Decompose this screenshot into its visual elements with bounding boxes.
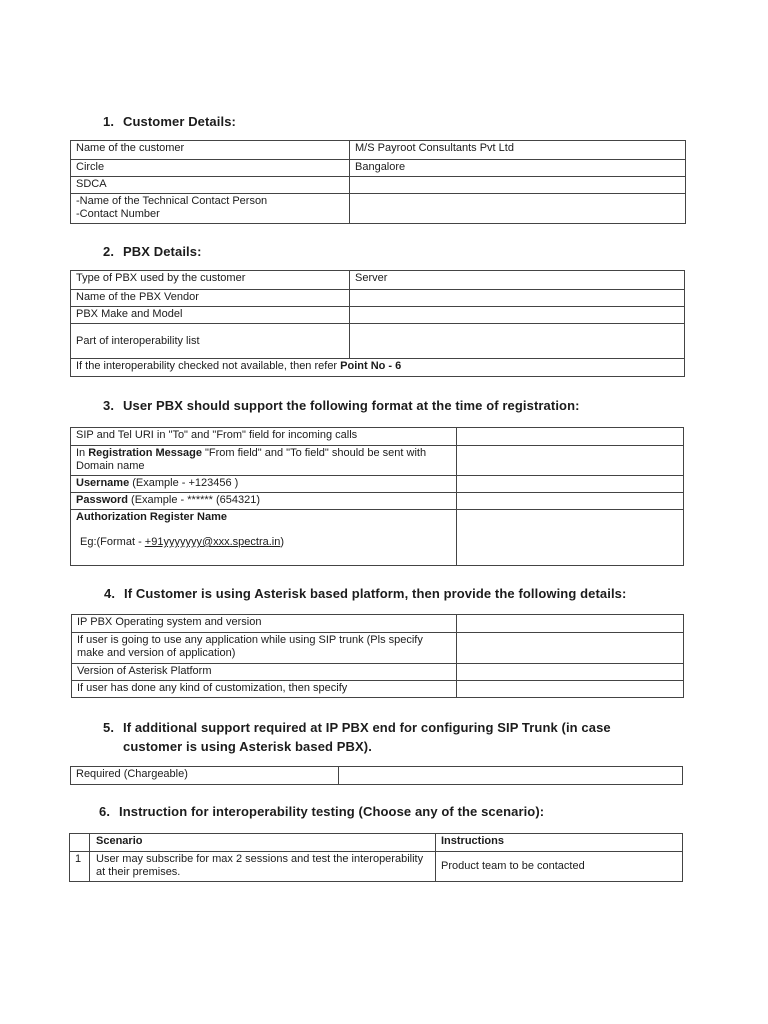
value-cell xyxy=(457,493,684,510)
header-cell-number xyxy=(70,834,90,852)
table-row xyxy=(71,428,684,446)
value-cell xyxy=(457,510,684,566)
table-row xyxy=(71,160,686,177)
header-cell-instructions: Instructions xyxy=(436,834,683,852)
table-row xyxy=(71,141,686,160)
label-cell xyxy=(71,446,457,476)
section-number: 6. xyxy=(99,804,111,819)
note-reference: Point No - 6 xyxy=(340,360,402,372)
value-cell xyxy=(350,307,685,324)
label-cell: Version of Asterisk Platform xyxy=(72,664,457,681)
example-text: Eg:(Format - xyxy=(80,536,145,548)
interoperability-testing-table xyxy=(69,833,683,882)
section-title: Instruction for interoperability testing (Choose any of the scenario): xyxy=(119,804,545,819)
value-cell xyxy=(457,476,684,493)
section-number: 1. xyxy=(103,114,115,129)
table-row xyxy=(71,493,684,510)
label-cell: Circle xyxy=(71,160,350,177)
section-4-heading xyxy=(104,586,626,601)
label-bold: Password xyxy=(76,494,128,506)
section-title: If Customer is using Asterisk based platform, then provide the following details: xyxy=(124,586,627,601)
instruction-cell: Product team to be contacted xyxy=(436,852,683,882)
value-cell: M/S Payroot Consultants Pvt Ltd xyxy=(350,141,686,160)
label-cell: Type of PBX used by the customer xyxy=(71,271,350,290)
value-cell xyxy=(350,177,686,194)
section-2-heading xyxy=(103,244,202,259)
example-link: +91yyyyyyy@xxx.spectra.in xyxy=(144,536,281,548)
value-cell xyxy=(350,324,685,359)
example-text: ) xyxy=(280,536,285,548)
table-row xyxy=(71,476,684,493)
label-cell: If user is going to use any application while using SIP trunk (Pls specify make and version of application) xyxy=(72,633,457,664)
value-cell xyxy=(457,633,684,664)
table-row xyxy=(71,324,685,359)
table-row xyxy=(71,177,686,194)
label-cell: IP PBX Operating system and version xyxy=(72,615,457,633)
scenario-cell: User may subscribe for max 2 sessions and test the interoperability at their premises. xyxy=(90,852,436,882)
value-cell xyxy=(457,446,684,476)
table-row xyxy=(71,446,684,476)
value-cell: Bangalore xyxy=(350,160,686,177)
table-row xyxy=(71,359,685,377)
table-row xyxy=(72,664,684,681)
section-title: If additional support required at IP PBX end for configuring SIP Trunk (in case xyxy=(123,720,611,735)
label-cell: Required (Chargeable) xyxy=(71,767,339,785)
table-row xyxy=(71,290,685,307)
label-cell xyxy=(71,510,457,566)
table-row xyxy=(71,510,684,566)
row-number-cell: 1 xyxy=(70,852,90,882)
table-row xyxy=(72,615,684,633)
label-text: In xyxy=(76,447,89,459)
section-number: 3. xyxy=(103,398,115,413)
table-row xyxy=(71,767,683,785)
label-cell: Part of interoperability list xyxy=(71,324,350,359)
label-cell xyxy=(71,493,457,510)
section-title: PBX Details: xyxy=(123,244,202,259)
value-cell xyxy=(457,664,684,681)
section-title: Customer Details: xyxy=(123,114,236,129)
header-cell-scenario: Scenario xyxy=(90,834,436,852)
table-header-row xyxy=(70,834,683,852)
value-cell xyxy=(457,615,684,633)
additional-support-table xyxy=(70,766,683,785)
table-row xyxy=(71,194,686,224)
value-cell xyxy=(350,290,685,307)
label-text: (Example - +123456 ) xyxy=(129,477,239,489)
label-text: (Example - ****** (654321) xyxy=(127,494,261,506)
table-row xyxy=(71,271,685,290)
label-cell xyxy=(71,194,350,224)
example-line xyxy=(76,536,451,549)
pbx-details-table xyxy=(70,270,685,377)
section-3-heading xyxy=(103,398,580,413)
table-row xyxy=(72,681,684,698)
value-cell xyxy=(457,428,684,446)
registration-format-table xyxy=(70,427,684,566)
section-6-heading xyxy=(99,804,544,819)
section-title: User PBX should support the following format at the time of registration: xyxy=(123,398,580,413)
label-bold: Authorization Register Name xyxy=(76,511,227,523)
section-title-continued: customer is using Asterisk based PBX). xyxy=(123,739,372,754)
table-row xyxy=(70,852,683,882)
label-cell: Name of the customer xyxy=(71,141,350,160)
table-row xyxy=(71,307,685,324)
label-text: "From field" and "To field" should be sent with Domain name xyxy=(76,447,427,472)
note-text: If the interoperability checked not available, then refer xyxy=(76,360,341,372)
section-number: 2. xyxy=(103,244,115,259)
label-line: -Contact Number xyxy=(76,208,160,220)
value-cell: Server xyxy=(350,271,685,290)
section-number: 5. xyxy=(103,720,115,735)
label-cell: SIP and Tel URI in "To" and "From" field for incoming calls xyxy=(71,428,457,446)
asterisk-details-table xyxy=(71,614,684,698)
label-cell: If user has done any kind of customization, then specify xyxy=(72,681,457,698)
section-1-heading xyxy=(103,114,236,129)
value-cell xyxy=(350,194,686,224)
label-cell: Name of the PBX Vendor xyxy=(71,290,350,307)
label-bold: Registration Message xyxy=(88,447,202,459)
section-number: 4. xyxy=(104,586,116,601)
value-cell xyxy=(339,767,683,785)
label-cell xyxy=(71,476,457,493)
section-5-heading xyxy=(103,718,611,756)
label-cell: SDCA xyxy=(71,177,350,194)
label-line: -Name of the Technical Contact Person xyxy=(76,195,268,207)
table-row xyxy=(72,633,684,664)
label-bold: Username xyxy=(76,477,130,489)
customer-details-table xyxy=(70,140,686,224)
label-cell: PBX Make and Model xyxy=(71,307,350,324)
note-cell xyxy=(71,359,685,377)
value-cell xyxy=(457,681,684,698)
